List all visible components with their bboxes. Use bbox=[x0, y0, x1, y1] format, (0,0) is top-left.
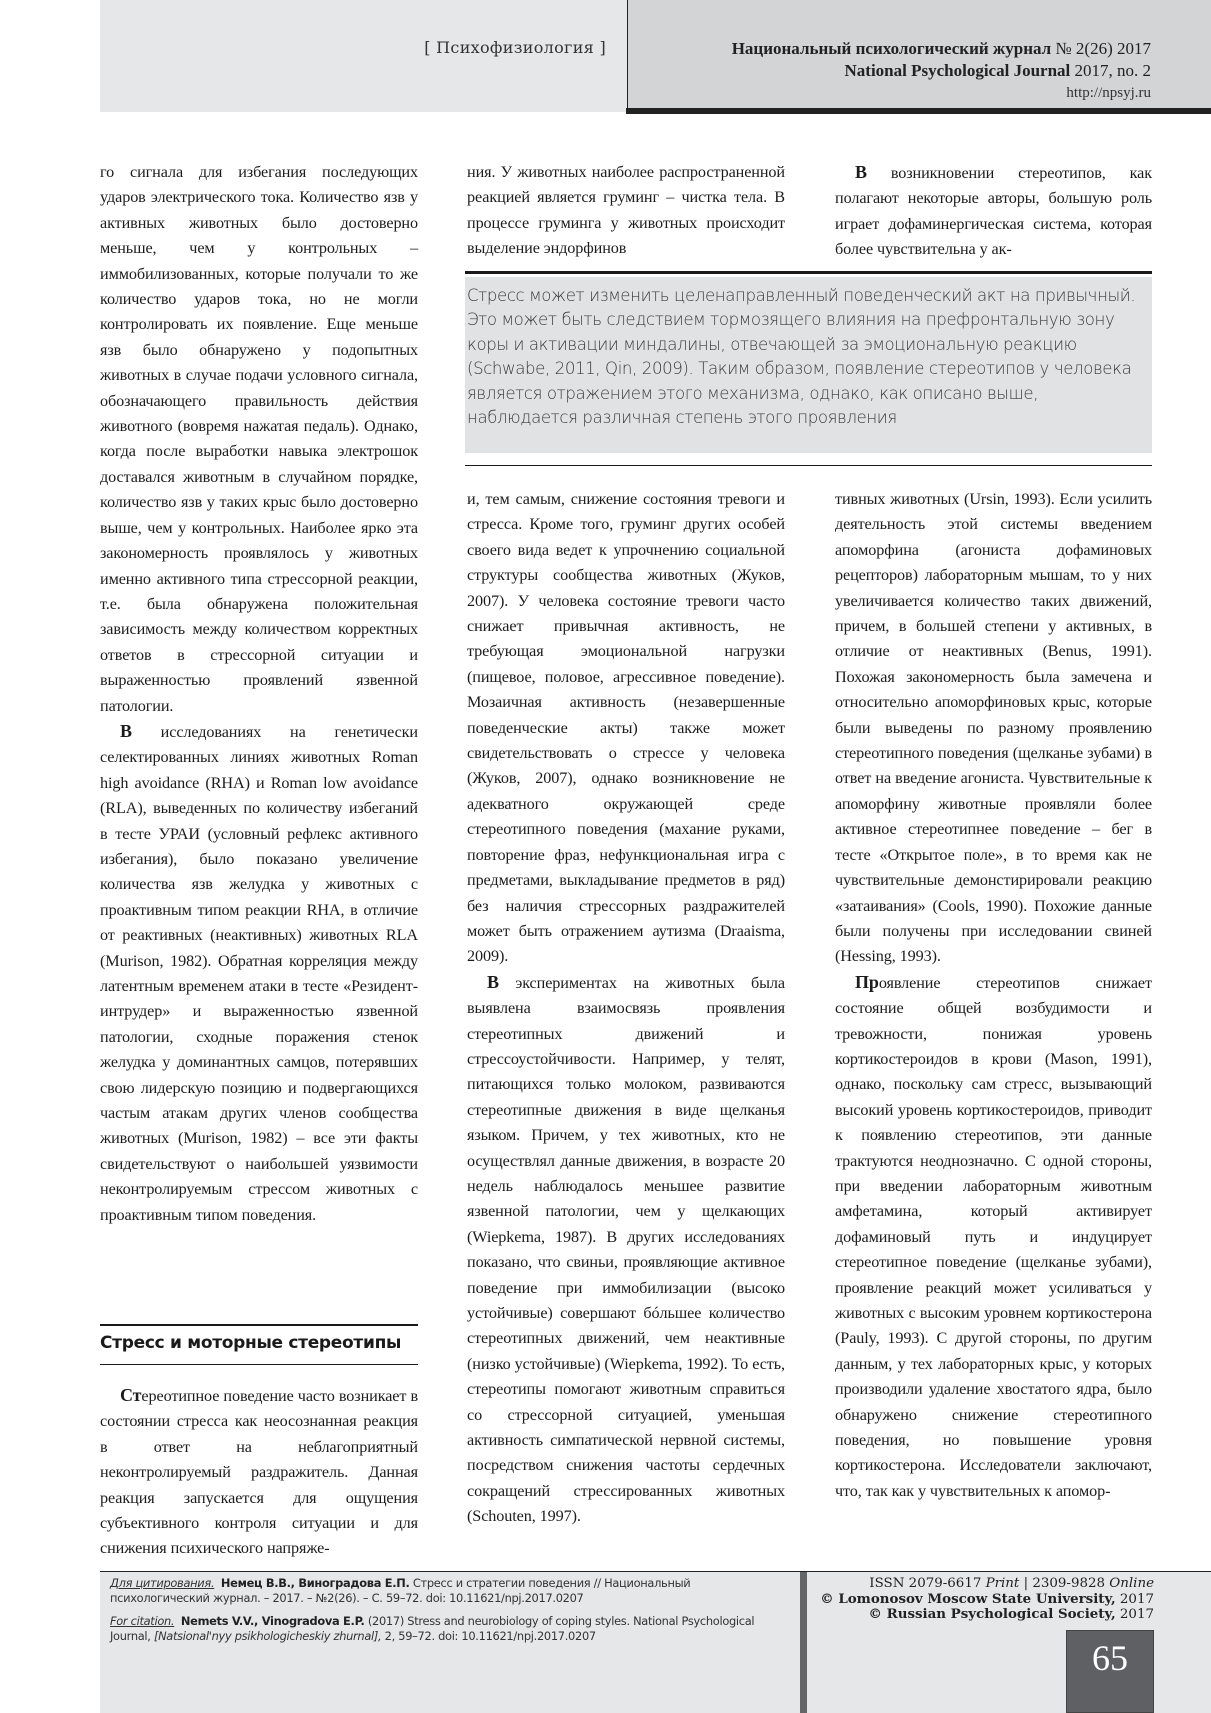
column-2-top bbox=[467, 160, 785, 262]
paragraph: тивных животных (Ursin, 1993). Если усилить деятельность этой системы введением апоморфина (агониста дофаминовых рецепторов) лабораторным мышам, то у них увеличивается количество таких движений, причем, в большей степени у активных, в отличие от неактивных (Benus, 1991). Похожая закономерность была замечена и относительно апоморфиновых крыс, которые были выведены по разному проявлению стереотипного поведения (щелканье зубами) в ответ на введение агониста. Чувствительные к апоморфину животные проявляли более активное стереотипнее поведение – бег в тесте «Открытое поле», в то время как не чувствительные демонстирировали реакцию «затаивания» (Cools, 1990). Похожие данные были получены при исследовании свиней (Hessing, 1993). bbox=[835, 490, 1152, 966]
citation-ru bbox=[110, 1576, 790, 1606]
copyright-msu: © Lomonosov Moscow State University, 2017 bbox=[820, 1590, 1154, 1607]
copyright-rps: © Russian Psychological Society, 2017 bbox=[868, 1606, 1154, 1622]
journal-title-ru: Национальный психологический журнал bbox=[731, 39, 1052, 58]
citation-en bbox=[110, 1614, 790, 1644]
section-subheading: Стресс и моторные стереотипы bbox=[100, 1333, 402, 1353]
citation-translit-title: [Natsional'nyy psikhologicheskiy zhurnal], bbox=[153, 1629, 382, 1643]
paragraph bbox=[467, 970, 785, 1530]
citation-text-ru: Стресс и стратегии поведения // Национальный психологический журнал. – 2017. – №2(26). – С. 59–72. doi: 10.11621/npj.2017.0207 bbox=[110, 1576, 691, 1605]
citation-label-en: For citation. bbox=[110, 1614, 175, 1628]
paragraph bbox=[100, 1383, 418, 1562]
journal-issue-en: 2017, no. 2 bbox=[1070, 61, 1151, 80]
issn-line: ISSN 2079-6617 Print | 2309-9828 Online bbox=[869, 1576, 1154, 1591]
journal-title-en: National Psychological Journal bbox=[844, 61, 1071, 80]
subheading-bottom-rule bbox=[100, 1364, 418, 1365]
paragraph-text: экспериментах на животных была выявлена взаимосвязь проявления стереотипных движений и стрессоустойчивости. Например, у телят, питающихся только молоком, развиваются стереотипные движения в виде щелканья языком. Причем, у тех животных, кто не осуществлял данные движения, в возрасте 20 недель наблюдалось меньшее развитие язвенной патологии, чем у щелкающих (Wiepkema, 1987). В других исследованиях показано, что свиньи, проявляющие активное поведение при иммобилизации (высоко устойчивые) совершают бóльшее количество стереотипных движений, чем неактивные (низко устойчивые) (Wiepkema, 1992). То есть, стереотипы помогают животным справиться со стрессорной ситуацией, уменьшая активность симпатической нервной системы, посредством снижения частоты сердечных сокращений стрессированных животных (Schouten, 1997). bbox=[467, 973, 785, 1526]
journal-info bbox=[732, 38, 1151, 104]
drop-letter: В bbox=[855, 162, 867, 182]
footer-divider bbox=[800, 1572, 807, 1713]
paragraph-text: исследованиях на генетически селектированных линиях животных Roman high avoidance (RHA) и Roman low avoidance (RLA), выведенных по количеству избеганий в тесте УРАИ (условный рефлекс активного избегания), было показано увеличение количества язв желудка у животных с проактивным типом реакции RHA, в отличие от реактивных (неактивных) животных RLA (Murison, 1982). Обратная корреляция между латентным временем атаки в тесте «Резидент-интрудер» и выраженностью язвенной патологии, сходные поражения стенок желудка у доминантных самцов, потерявших свою лидерскую позицию и подвергающихся частым атакам других членов сообщества животных (Murison, 1982) – все эти факты свидетельствуют о наибольшей уязвимости неконтролируемым стрессом животных с проактивным типом поведения. bbox=[100, 722, 418, 1224]
citation-text-en: (2017) Stress and neurobiology of coping styles. National Psychological Journal, bbox=[110, 1614, 755, 1643]
page-number: 65 bbox=[1092, 1638, 1128, 1678]
header-rule bbox=[626, 108, 1211, 114]
column-3-bottom bbox=[835, 487, 1152, 1504]
paragraph bbox=[835, 160, 1152, 263]
paragraph: ния. У животных наиболее распространенной реакцией является груминг – чистка тела. В процессе груминга у животных происходит выделение эндорфинов bbox=[467, 163, 785, 258]
page-number-box bbox=[1066, 1630, 1154, 1713]
column-1 bbox=[100, 160, 418, 1228]
paragraph-text: ереотипное поведение часто возникает в состоянии стресса как неосознанная реакция в ответ на неблагоприятный неконтролируемый раздражитель. Данная реакция запускается для ощущения субъективного контроля ситуации и для снижения психического напряже- bbox=[100, 1387, 418, 1558]
drop-letter: Ст bbox=[120, 1385, 142, 1405]
paragraph-text: оявление стереотипов снижает состояние общей возбудимости и тревожности, понижая уровень кортикостероидов в крови (Mason, 1991), однако, поскольку сам стресс, вызывающий высокий уровень кортикостероидов, приводит к появлению стереотипов, эти данные трактуются неоднозначно. С одной стороны, при введении лабораторным животным амфетамина, который активирует дофаминовый путь и индуцирует стереотипное поведение (щелканье зубами), проявление реакций может усиливаться у животных с высоким уровнем кортикостерона (Pauly, 1993). С другой стороны, по другим данным, у тех лабораторных крыс, у которых производили удаление хвостатого ядра, было обнаружено снижение стереотипного поведения, но повышение уровня кортикостерона. Исследователи заключают, что, так как у чувствительных к апомор- bbox=[835, 973, 1152, 1500]
paragraph bbox=[835, 970, 1152, 1505]
paragraph: и, тем самым, снижение состояния тревоги и стресса. Кроме того, груминг других особей своего вида ведет к упрочнению социальной структуры сообщества животных (Жуков, 2007). У человека состояние тревоги часто снижает привычная активность, не требующая эмоциональной нагрузки (пищевое, половое, агрессивное поведение). Мозаичная активность (незавершенные поведенческие акты) также может свидетельствовать о стрессе у человека (Жуков, 2007), однако возникновение не адекватного окружающей среде стереотипного поведения (махание руками, повторение фраз, нефункциональная игра с предметами, выкладывание предметов в ряд) без наличия стрессорных раздражителей может быть отражением аутизма (Draaisma, 2009). bbox=[467, 490, 785, 966]
drop-letter: В bbox=[120, 720, 132, 741]
rights-block bbox=[820, 1576, 1154, 1623]
paragraph bbox=[100, 719, 418, 1228]
citation-label-ru: Для цитирования. bbox=[110, 1576, 215, 1590]
section-tag: [ Психофизиология ] bbox=[424, 38, 606, 57]
citation-text-en-end: 2, 59–72. doi: 10.11621/npj.2017.0207 bbox=[381, 1629, 596, 1643]
paragraph-text: возникновении стереотипов, как полагают некоторые авторы, большую роль играет дофаминергическая система, которая более чувствительна у ак- bbox=[835, 164, 1152, 259]
drop-letter: В bbox=[487, 971, 499, 992]
citation-authors-ru: Немец В.В., Виноградова Е.П. bbox=[220, 1576, 410, 1590]
column-1-lower bbox=[100, 1383, 418, 1562]
journal-url[interactable]: http://npsyj.ru bbox=[1066, 85, 1151, 101]
column-2-bottom bbox=[467, 487, 785, 1530]
paragraph: го сигнала для избегания последующих ударов электрического тока. Количество язв у активных животных было достоверно меньше, чем у контрольных – иммобилизованных, которые получали то же количество ударов тока, но не могли контролировать их появление. Еще меньше язв было обнаружено у подопытных животных в случае подачи условного сигнала, обозначающего правильность действия животного (вовремя нажатая педаль). Однако, когда после выработки навыка электрошок доставался животным в случайном порядке, количество язв у таких крыс было достоверно выше, чем у контрольных. Наиболее ярко эта закономерность проявлялось у животных именно активного типа стрессорной реакции, т.е. была обнаружена положительная зависимость между количеством корректных ответов в стрессорной ситуации и выраженностью проявлений язвенной патологии. bbox=[100, 163, 418, 715]
column-3-top bbox=[835, 160, 1152, 263]
journal-issue-ru: № 2(26) 2017 bbox=[1051, 39, 1151, 58]
callout-top-rule bbox=[465, 271, 1152, 274]
citation-authors-en: Nemets V.V., Vinogradova E.P. bbox=[180, 1614, 365, 1628]
drop-letter: Пр bbox=[855, 971, 879, 992]
callout-bottom-rule bbox=[465, 465, 1152, 466]
subheading-top-rule bbox=[100, 1324, 418, 1326]
callout-quote: Стресс может изменить целенаправленный поведенческий акт на привычный. Это может быть следствием тормозящего влияния на префронтальную зону коры и активации миндалины, отвечающей за эмоциональную реакцию (Schwabe, 2011, Qin, 2009). Таким образом, появление стереотипов у человека является отражением этого механизма, однако, как описано выше, наблюдается различная степень этого проявления bbox=[467, 286, 1136, 428]
